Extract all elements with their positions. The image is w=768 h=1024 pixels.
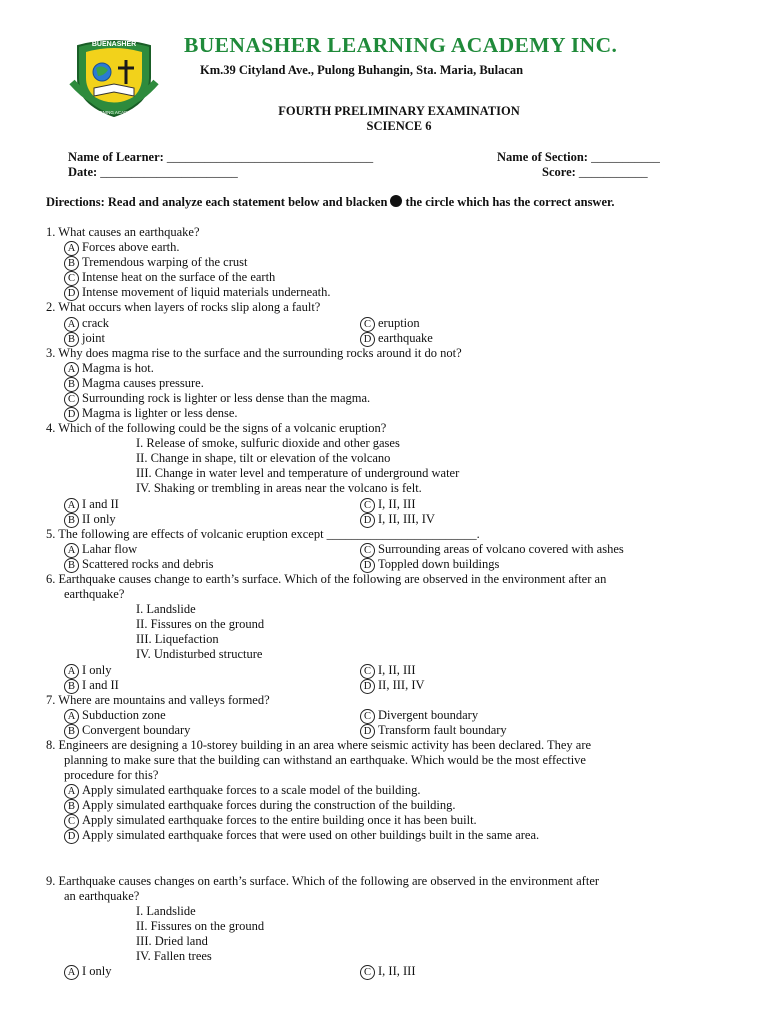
- q6-option-c[interactable]: C I, II, III: [360, 663, 415, 679]
- q6-option-a[interactable]: A I only: [64, 663, 112, 679]
- q4-statement-1: I. Release of smoke, sulfuric dioxide and other gases: [136, 436, 400, 450]
- q2-option-b[interactable]: B joint: [64, 331, 105, 347]
- score-field[interactable]: [542, 165, 648, 180]
- q9-statement-4: IV. Fallen trees: [136, 949, 212, 963]
- score-line[interactable]: ___________: [578, 165, 648, 179]
- q4-statement-2: II. Change in shape, tilt or elevation of the volcano: [136, 451, 391, 465]
- q3-option-d[interactable]: D Magma is lighter or less dense.: [64, 406, 238, 422]
- q5-option-c[interactable]: C Surrounding areas of volcano covered with ashes: [360, 542, 624, 558]
- question-6-stem: 6. Earthquake causes change to earth’s surface. Which of the following are observed in the environment after an: [46, 572, 607, 586]
- q2-option-c[interactable]: C eruption: [360, 316, 420, 332]
- q6-statement-1: I. Landslide: [136, 602, 196, 616]
- q4-statement-4: IV. Shaking or trembling in areas near the volcano is felt.: [136, 481, 422, 495]
- section-line[interactable]: ___________: [591, 150, 660, 164]
- q5-option-d[interactable]: D Toppled down buildings: [360, 557, 499, 573]
- q7-option-d[interactable]: D Transform fault boundary: [360, 723, 507, 739]
- question-8-stem-cont-1: planning to make sure that the building can withstand an earthquake. Which would be the most effective: [64, 753, 586, 767]
- directions: Directions: Read and analyze each statement below and blacken the circle which has the correct answer.: [46, 195, 615, 209]
- filled-circle-icon: [390, 195, 402, 207]
- q1-option-d[interactable]: D Intense movement of liquid materials underneath.: [64, 285, 331, 301]
- q9-statement-3: III. Dried land: [136, 934, 208, 948]
- exam-title: FOURTH PRELIMINARY EXAMINATION: [278, 104, 520, 118]
- section-field[interactable]: [497, 150, 660, 165]
- q8-option-c[interactable]: C Apply simulated earthquake forces to the entire building once it has been built.: [64, 813, 477, 829]
- q8-option-b[interactable]: B Apply simulated earthquake forces during the construction of the building.: [64, 798, 456, 814]
- q4-option-a[interactable]: A I and II: [64, 497, 119, 513]
- learner-name-label: Name of Learner:: [68, 150, 164, 164]
- q9-option-c[interactable]: C I, II, III: [360, 964, 415, 980]
- question-8-stem: 8. Engineers are designing a 10-storey building in an area where seismic activity has been declared. They are: [46, 738, 592, 752]
- q9-statement-2: II. Fissures on the ground: [136, 919, 265, 933]
- q3-option-a[interactable]: A Magma is hot.: [64, 361, 154, 377]
- school-address: Km.39 Cityland Ave., Pulong Buhangin, Sta. Maria, Bulacan: [200, 63, 524, 77]
- school-name: BUENASHER LEARNING ACADEMY INC.: [184, 33, 618, 57]
- question-9-stem-cont: an earthquake?: [64, 889, 140, 903]
- question-2-stem: 2. What occurs when layers of rocks slip along a fault?: [46, 300, 321, 314]
- q3-option-c[interactable]: C Surrounding rock is lighter or less dense than the magma.: [64, 391, 370, 407]
- question-1-stem: 1. What causes an earthquake?: [46, 225, 200, 239]
- q6-option-b[interactable]: B I and II: [64, 678, 119, 694]
- q6-statement-2: II. Fissures on the ground: [136, 617, 265, 631]
- q5-option-b[interactable]: B Scattered rocks and debris: [64, 557, 214, 573]
- question-4-stem: 4. Which of the following could be the signs of a volcanic eruption?: [46, 421, 387, 435]
- question-3-stem: 3. Why does magma rise to the surface and the surrounding rocks around it do not?: [46, 346, 462, 360]
- q2-option-d[interactable]: D earthquake: [360, 331, 433, 347]
- q7-option-c[interactable]: C Divergent boundary: [360, 708, 478, 724]
- q1-option-b[interactable]: B Tremendous warping of the crust: [64, 255, 248, 271]
- q8-option-d[interactable]: D Apply simulated earthquake forces that were used on other buildings built in the same area.: [64, 828, 539, 844]
- date-line[interactable]: ______________________: [100, 165, 238, 179]
- question-9-stem: 9. Earthquake causes changes on earth’s surface. Which of the following are observed in the environment after: [46, 874, 600, 888]
- q4-option-c[interactable]: C I, II, III: [360, 497, 415, 513]
- date-field[interactable]: [68, 165, 238, 180]
- score-label: Score:: [542, 165, 576, 179]
- q6-option-d[interactable]: D II, III, IV: [360, 678, 425, 694]
- question-7-stem: 7. Where are mountains and valleys formed?: [46, 693, 270, 707]
- question-6-stem-cont: earthquake?: [64, 587, 125, 601]
- q4-option-d[interactable]: D I, II, III, IV: [360, 512, 435, 528]
- q8-option-a[interactable]: A Apply simulated earthquake forces to a scale model of the building.: [64, 783, 420, 799]
- q4-statement-3: III. Change in water level and temperature of underground water: [136, 466, 460, 480]
- q7-option-b[interactable]: B Convergent boundary: [64, 723, 190, 739]
- question-8-stem-cont-2: procedure for this?: [64, 768, 159, 782]
- q6-statement-4: IV. Undisturbed structure: [136, 647, 263, 661]
- date-label: Date:: [68, 165, 98, 179]
- svg-text:LEARNING ACADEMY: LEARNING ACADEMY: [90, 110, 138, 115]
- q6-statement-3: III. Liquefaction: [136, 632, 219, 646]
- q4-option-b[interactable]: B II only: [64, 512, 116, 528]
- learner-name-field[interactable]: [68, 150, 373, 165]
- section-label: Name of Section:: [497, 150, 588, 164]
- q9-option-a[interactable]: A I only: [64, 964, 112, 980]
- svg-text:BUENASHER: BUENASHER: [91, 41, 137, 48]
- q5-option-a[interactable]: A Lahar flow: [64, 542, 137, 558]
- q2-option-a[interactable]: A crack: [64, 316, 109, 332]
- q3-option-b[interactable]: B Magma causes pressure.: [64, 376, 204, 392]
- learner-name-line[interactable]: _________________________________: [166, 150, 374, 164]
- q1-option-a[interactable]: A Forces above earth.: [64, 240, 180, 256]
- q1-option-c[interactable]: C Intense heat on the surface of the earth: [64, 270, 275, 286]
- q9-statement-1: I. Landslide: [136, 904, 196, 918]
- exam-subject: SCIENCE 6: [366, 119, 432, 133]
- q7-option-a[interactable]: A Subduction zone: [64, 708, 166, 724]
- question-5-stem: 5. The following are effects of volcanic eruption except ________________________.: [46, 527, 480, 541]
